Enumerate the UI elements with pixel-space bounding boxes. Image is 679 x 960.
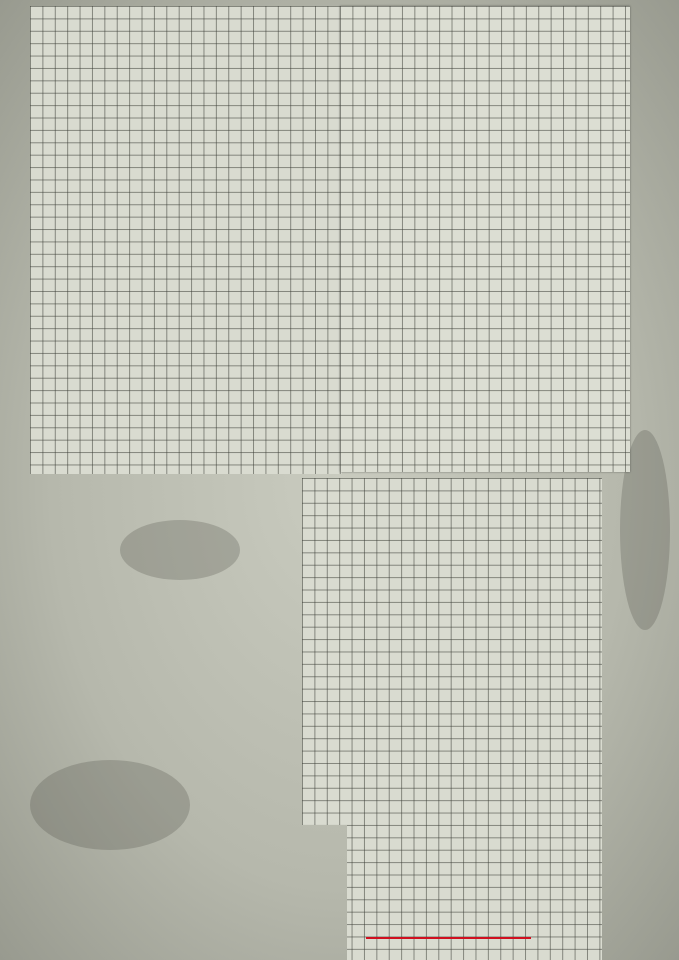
smudge xyxy=(30,760,190,850)
red-underline xyxy=(366,937,531,939)
top-list-column xyxy=(340,6,630,472)
smudge xyxy=(120,520,240,580)
bottom-grid-sheet xyxy=(302,478,602,960)
